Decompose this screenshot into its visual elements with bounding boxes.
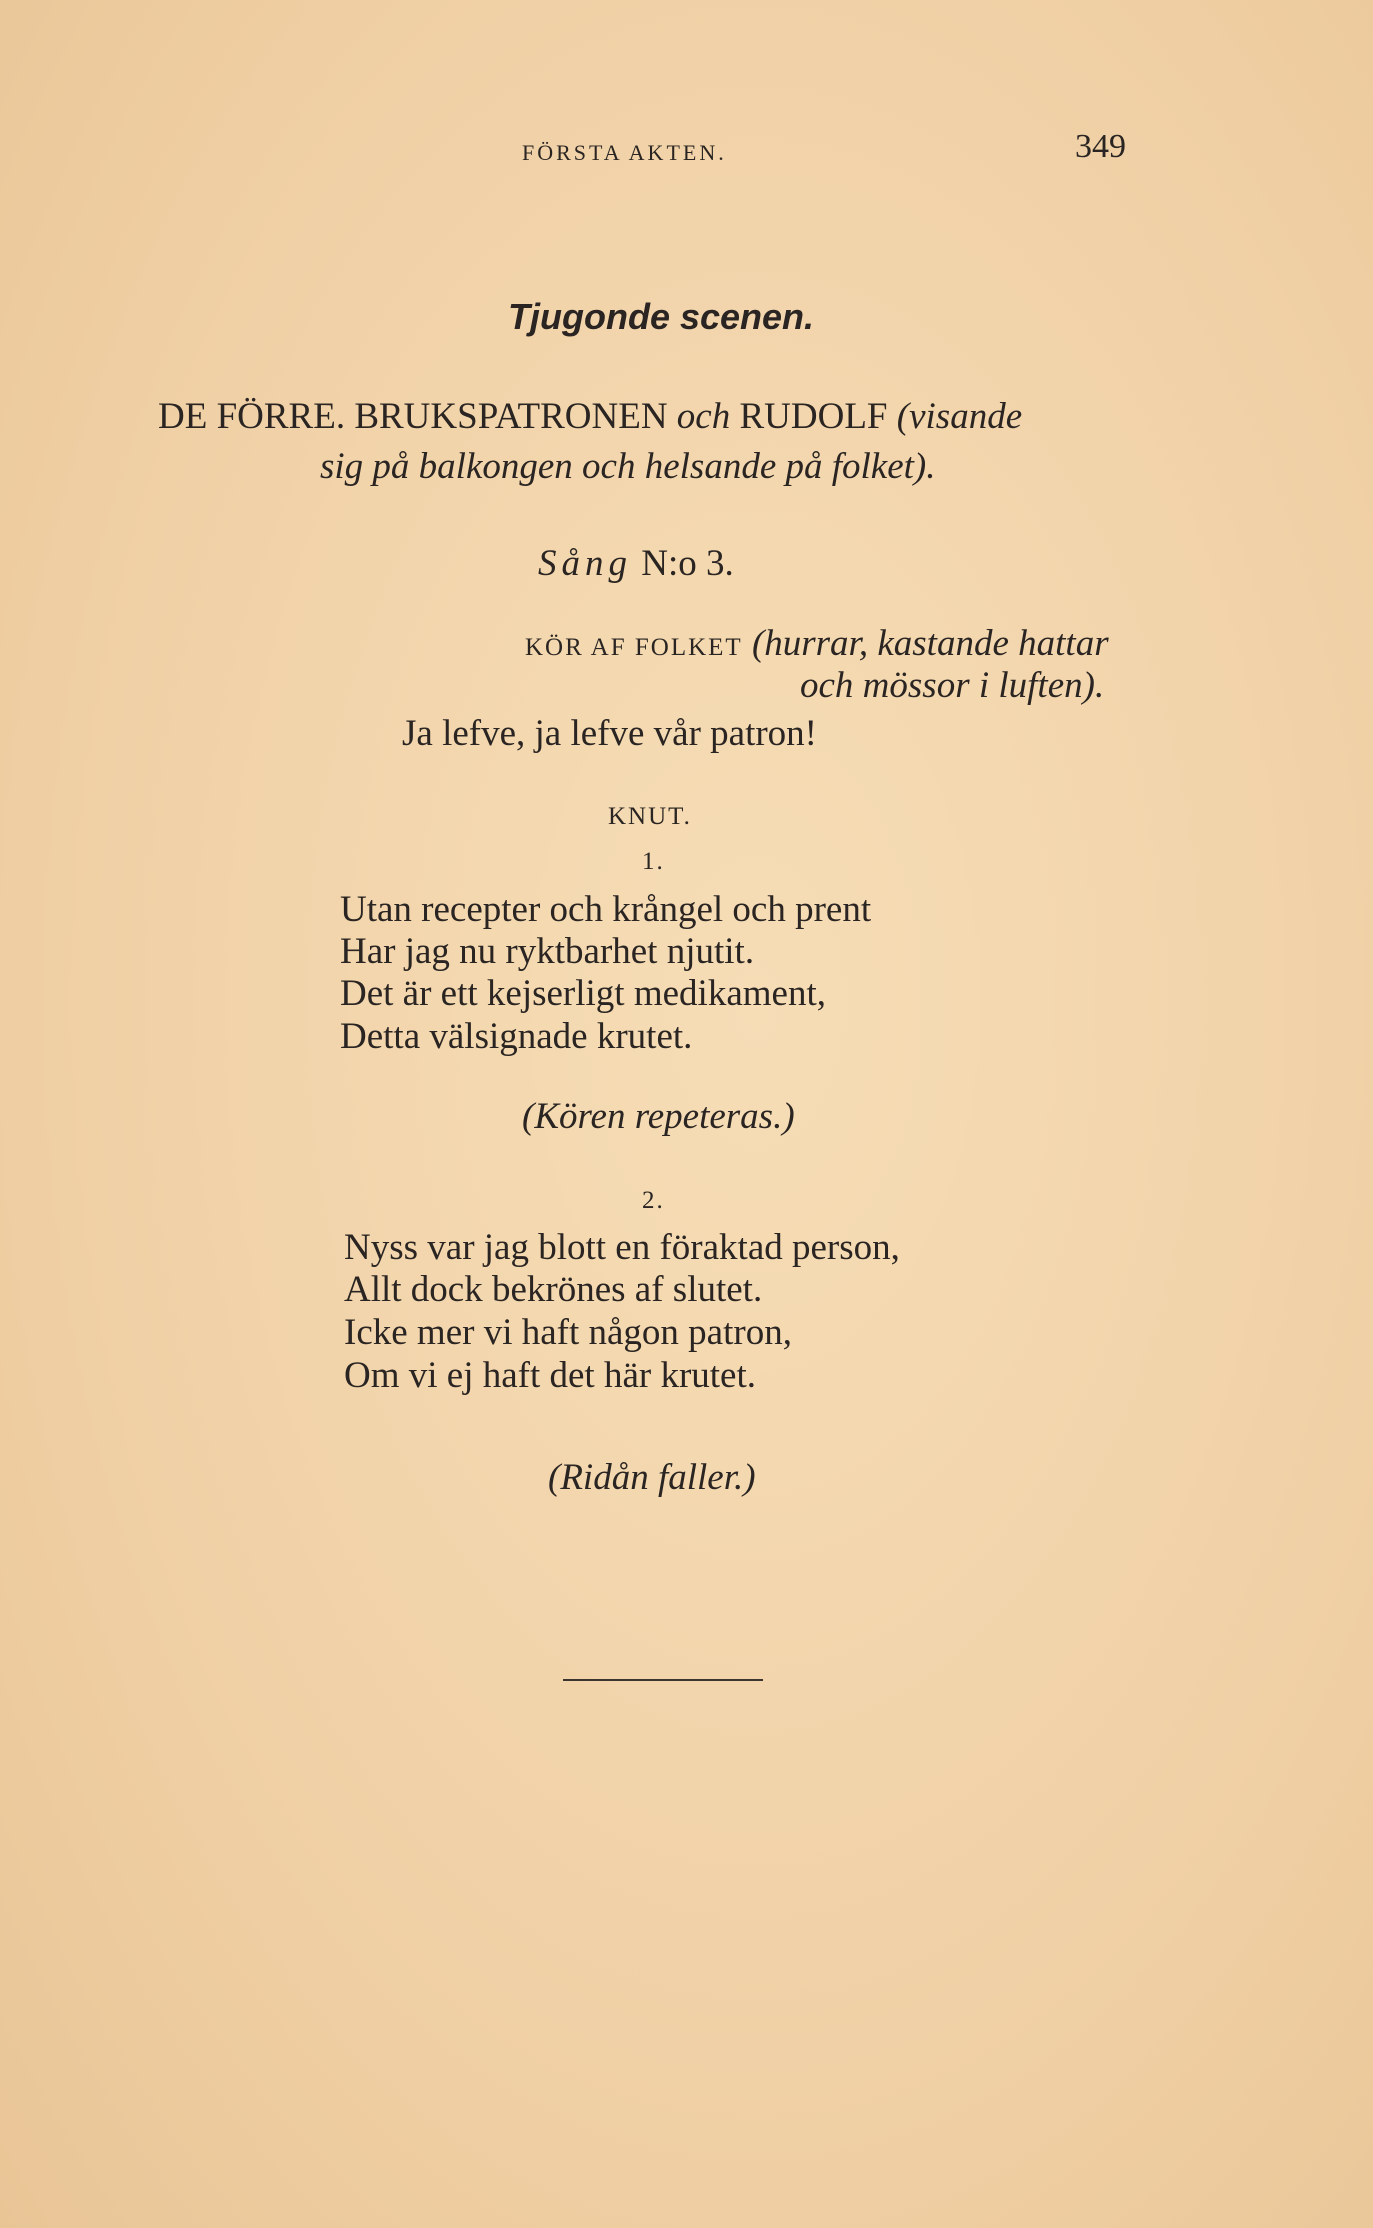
stage-direction-line-2: sig på balkongen och helsande på folket).	[320, 446, 936, 487]
verse-2-line-3: Icke mer vi haft någon patron,	[344, 1312, 792, 1353]
verse-1-line-4: Detta välsignade krutet.	[340, 1016, 693, 1057]
chorus-direction-2: och mössor i luften).	[800, 665, 1105, 706]
scene-title: Tjugonde scenen.	[508, 296, 815, 337]
chorus-speaker: KÖR AF FOLKET	[525, 634, 743, 661]
verse-1-number: 1.	[642, 848, 665, 875]
direction-italic: (visande	[896, 396, 1023, 437]
verse-1-line-1: Utan recepter och krångel och prent	[340, 889, 872, 930]
verse-2-number: 2.	[642, 1187, 665, 1214]
chorus-direction-1: (hurrar, kastande hattar	[751, 623, 1109, 664]
verse-2-line-1: Nyss var jag blott en föraktad person,	[344, 1227, 900, 1268]
stage-direction-line-1	[158, 395, 1022, 438]
character-rudolf: RUDOLF	[739, 396, 888, 437]
running-title: FÖRSTA AKTEN.	[522, 140, 727, 165]
conjunction: och	[676, 396, 731, 437]
verse-2-line-4: Om vi ej haft det här krutet.	[344, 1355, 757, 1396]
curtain-note: (Ridån faller.)	[548, 1457, 756, 1498]
song-word: Sång	[538, 543, 632, 584]
chorus-heading	[525, 622, 1109, 665]
repeat-note: (Kören repeteras.)	[522, 1096, 795, 1137]
verse-2-line-2: Allt dock bekrönes af slutet.	[344, 1269, 763, 1310]
knut-speaker: KNUT.	[608, 803, 692, 830]
verse-1-line-2: Har jag nu ryktbarhet njutit.	[340, 931, 755, 972]
end-rule	[563, 1679, 763, 1681]
song-number: N:o 3.	[641, 543, 734, 584]
characters-present: DE FÖRRE. BRUKSPATRONEN	[158, 396, 668, 437]
page-number: 349	[1075, 128, 1126, 165]
song-heading	[538, 542, 734, 585]
verse-1-line-3: Det är ett kejserligt medikament,	[340, 973, 826, 1014]
chorus-line: Ja lefve, ja lefve vår patron!	[402, 713, 818, 754]
